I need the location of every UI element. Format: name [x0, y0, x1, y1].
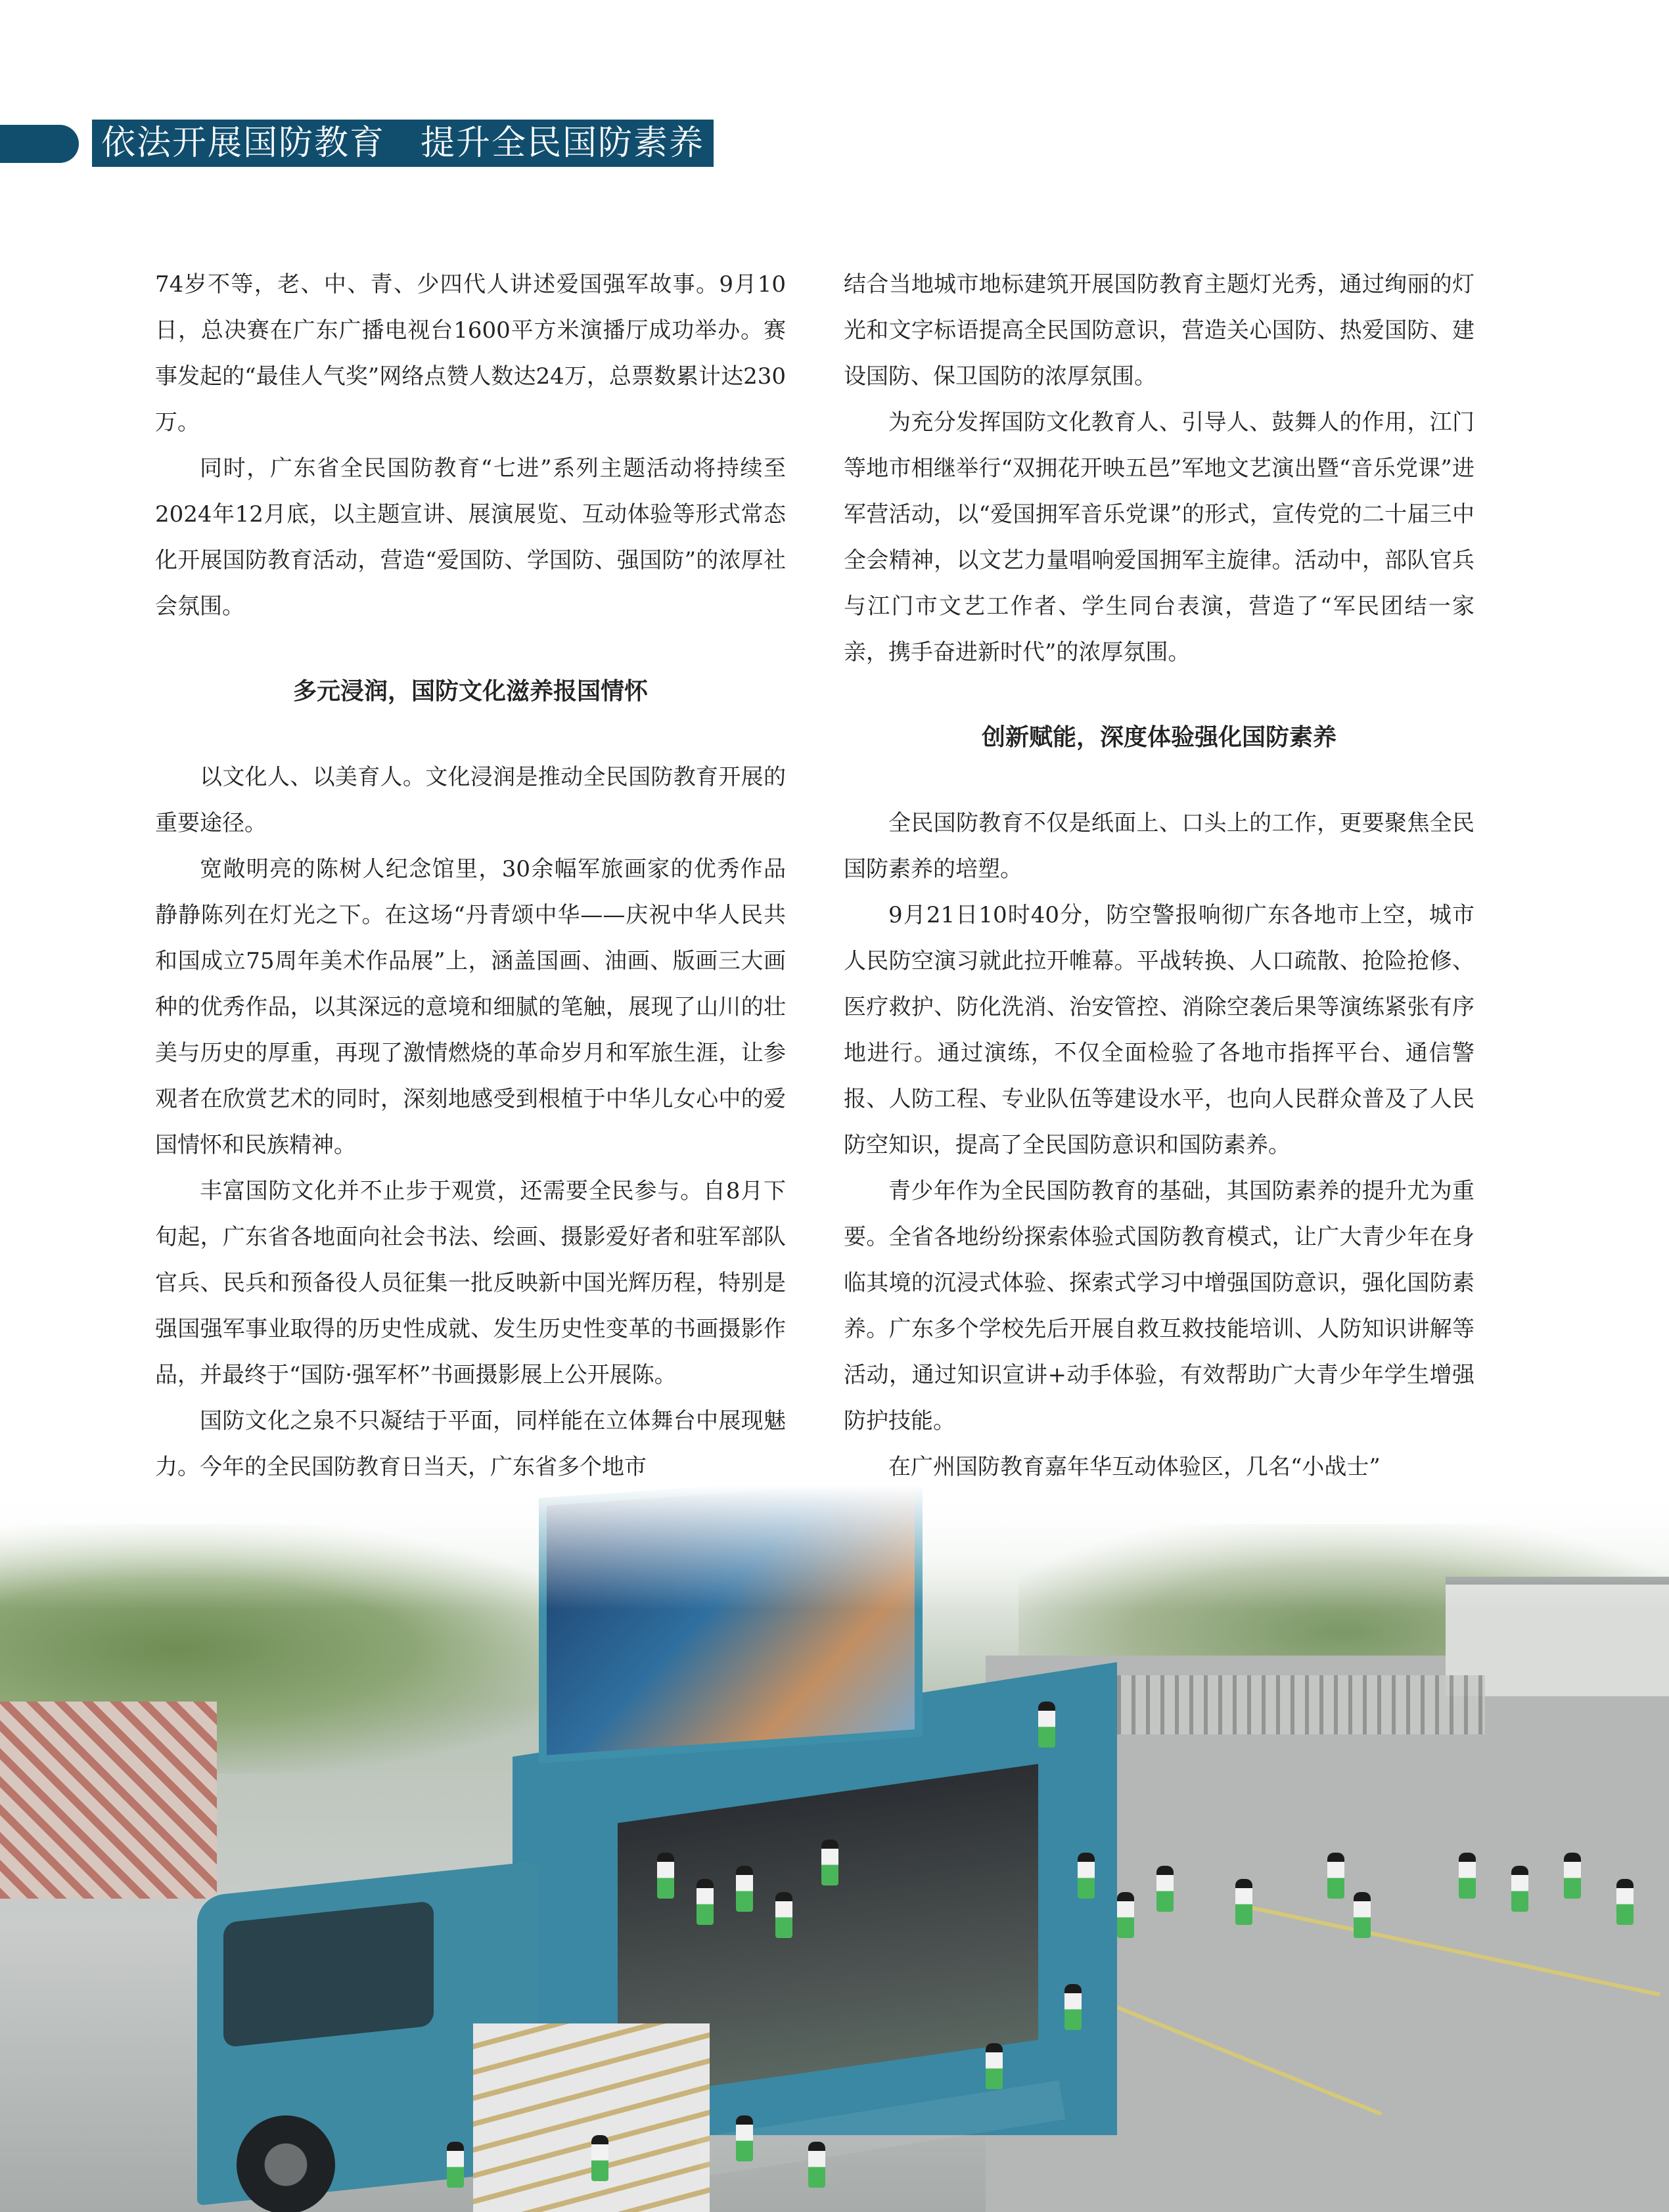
student — [1327, 1853, 1344, 1899]
paragraph: 以文化人、以美育人。文化浸润是推动全民国防教育开展的重要途径。 — [155, 764, 786, 836]
right-column — [844, 261, 1475, 1490]
paragraph: 9月21日10时40分，防空警报响彻广东各地市上空，城市人民防空演习就此拉开帷幕。平战转换、人口疏散、抢险抢修、医疗救护、防化洗消、治安管控、消除空袭后果等演练紧张有序地进行。通过演练，不仅全面检验了各地市指挥平台、通信警报、人防工程、专业队伍等建设水平，也向人民群众普及了人民防空知识，提高了全民国防意识和国防素养。 — [844, 902, 1475, 1158]
student — [821, 1840, 838, 1885]
paragraph: 丰富国防文化并不止步于观赏，还需要全民参与。自8月下旬起，广东省各地面向社会书法、绘画、摄影爱好者和驻军部队官兵、民兵和预备役人员征集一批反映新中国光辉历程，特别是强国强军事业取得的历史性成就、发生历史性变革的书画摄影作品，并最终于“国防·强军杯”书画摄影展上公开展陈。 — [155, 1178, 786, 1388]
paragraph: 宽敞明亮的陈树人纪念馆里，30余幅军旅画家的优秀作品静静陈列在灯光之下。在这场“丹青颂中华——庆祝中华人民共和国成立75周年美术作品展”上，涵盖国画、油画、版画三大画种的优秀作品，以其深远的意境和细腻的笔触，展现了山川的壮美与历史的厚重，再现了激情燃烧的革命岁月和军旅生涯，让参观者在欣赏艺术的同时，深刻地感受到根植于中华儿女心中的爱国情怀和民族精神。 — [155, 856, 786, 1158]
student — [1038, 1702, 1055, 1748]
page-header-title: 依法开展国防教育 提升全民国防素养 — [92, 120, 714, 167]
article-photo — [0, 1485, 1669, 2212]
paragraph: 青少年作为全民国防教育的基础，其国防素养的提升尤为重要。全省各地纷纷探索体验式国防教育模式，让广大青少年在身临其境的沉浸式体验、探索式学习中增强国防意识，强化国防素养。广东多个学校先后开展自救互救技能培训、人防知识讲解等活动，通过知识宣讲+动手体验，有效帮助广大青少年学生增强防护技能。 — [844, 1178, 1475, 1434]
student — [736, 1866, 753, 1912]
retractable-gate — [1117, 1675, 1485, 1734]
student — [775, 1892, 792, 1938]
paragraph: 同时，广东省全民国防教育“七进”系列主题活动将持续至2024年12月底，以主题宣讲、展演展览、互动体验等形式常态化开展国防教育活动，营造“爱国防、学国防、强国防”的浓厚社会氛围。 — [155, 455, 786, 620]
student — [1511, 1866, 1528, 1912]
student — [657, 1853, 674, 1899]
paragraph: 结合当地城市地标建筑开展国防教育主题灯光秀，通过绚丽的灯光和文字标语提高全民国防意识，营造关心国防、热爱国防、建设国防、保卫国防的浓厚氛围。 — [844, 271, 1475, 390]
student — [1616, 1879, 1634, 1925]
student — [591, 2135, 608, 2181]
student — [697, 1879, 714, 1925]
header-accent-bar — [0, 125, 79, 163]
paragraph: 为充分发挥国防文化教育人、引导人、鼓舞人的作用，江门等地市相继举行“双拥花开映五邑”军地文艺演出暨“音乐党课”进军营活动，以“爱国拥军音乐党课”的形式，宣传党的二十届三中全会精神，以文艺力量唱响爱国拥军主旋律。活动中，部队官兵与江门市文艺工作者、学生同台表演，营造了“军民团结一家亲，携手奋进新时代”的浓厚氛围。 — [844, 409, 1475, 666]
paragraph: 在广州国防教育嘉年华互动体验区，几名“小战士” — [888, 1454, 1381, 1480]
decorative-wall — [0, 1702, 217, 1899]
student — [1564, 1853, 1581, 1899]
paragraph: 全民国防教育不仅是纸面上、口头上的工作，更要聚焦全民国防素养的培塑。 — [844, 810, 1475, 882]
student — [1354, 1892, 1371, 1938]
student — [986, 2043, 1003, 2089]
truck-wheel — [237, 2115, 335, 2212]
student — [1078, 1853, 1095, 1899]
stage-stairs — [473, 2023, 710, 2212]
truck-windshield — [223, 1901, 434, 2048]
left-column — [155, 261, 786, 1490]
student — [1235, 1879, 1252, 1925]
student — [1459, 1853, 1476, 1899]
student — [1064, 1984, 1082, 2030]
student — [808, 2142, 825, 2188]
student — [736, 2115, 753, 2161]
paragraph: 国防文化之泉不只凝结于平面，同样能在立体舞台中展现魅力。今年的全民国防教育日当天，广东省多个地市 — [155, 1408, 786, 1480]
student — [1156, 1866, 1174, 1912]
section-heading: 多元浸润，国防文化滋养报国情怀 — [292, 678, 648, 705]
student — [1117, 1892, 1134, 1938]
student — [447, 2142, 464, 2188]
paragraph: 74岁不等，老、中、青、少四代人讲述爱国强军故事。9月10日，总决赛在广东广播电视台1600平方米演播厅成功举办。赛事发起的“最佳人气奖”网络点赞人数达24万，总票数累计达230万。 — [155, 271, 786, 436]
section-heading: 创新赋能，深度体验强化国防素养 — [981, 724, 1337, 751]
photo-top-fade — [0, 1485, 1669, 1610]
